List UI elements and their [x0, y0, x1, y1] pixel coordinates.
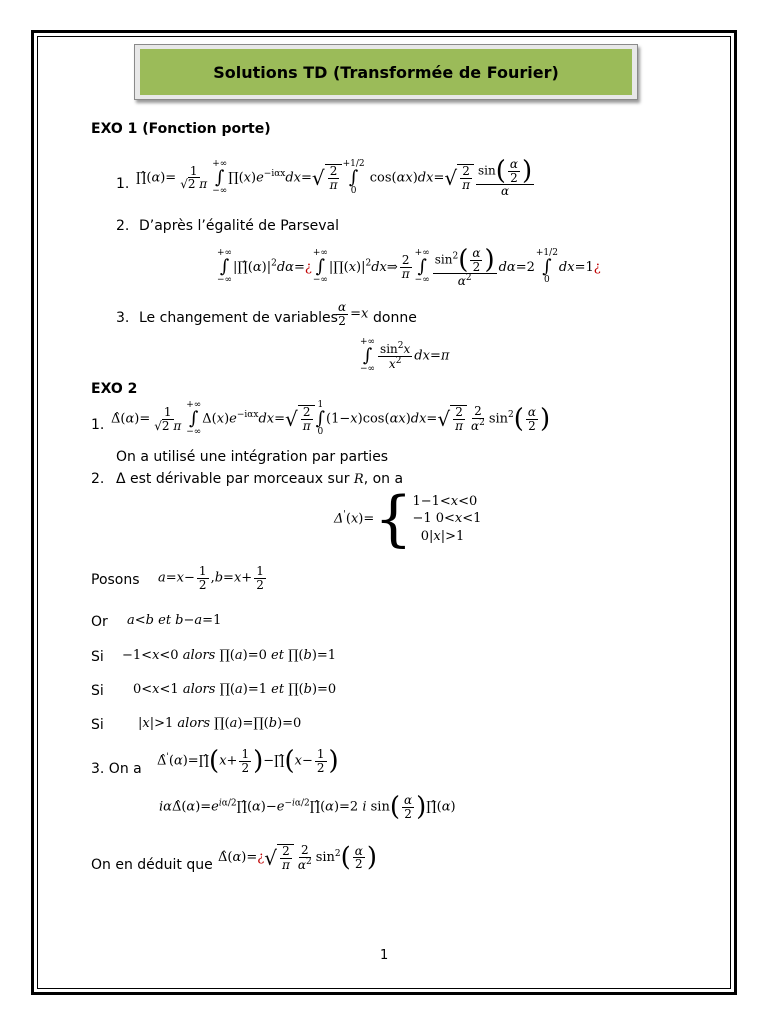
exo2-formula-3b: $i\alpha\Deltâ(\alpha)=e^{i\alpha/2}\prod̂(\alpha)-e^{-i\alpha/2}\prod̂(\alpha)=2$ i sin( $\frac{\alpha}{2}$ )∏̂(α) [159, 792, 456, 823]
exo2-heading: EXO 2 [91, 381, 138, 397]
exo1-change-variable: $\frac{\alpha}{2}$ =x [338, 300, 369, 328]
si-formula-2: 0<x<1 alors ∏(a)=1 et ∏(b)=0 [133, 682, 337, 697]
or-label: Or [91, 614, 108, 630]
si-formula-1: −1<x<0 alors ∏(a)=0 et ∏(b)=1 [122, 648, 337, 663]
exo1-heading: EXO 1 (Fonction porte) [91, 121, 271, 137]
exo1-item2-number: 2. [116, 218, 130, 234]
exo2-item1-number: 1. [91, 417, 105, 433]
exo2-formula-1: Δ̂(α)= $\frac{1}{√2 \pi}$ +∞ ∫ −∞ $\Delta(x)e^{-i\alpha x}dx=$ √ $\frac{2}{\pi}$ 1 ∫ 0 (1−x)cos(αx)dx= √ $\frac{2}{\pi}$ $\frac{2}{\alpha^2}$ $\sin^2$( $\frac{\alpha}{2}$ ) [111, 400, 551, 437]
si-label-3: Si [91, 717, 104, 733]
exo2-item2-number: 2. [91, 471, 105, 487]
exo2-item1-note: On a utilisé une intégration par parties [116, 449, 389, 465]
page-number: 1 [380, 948, 389, 963]
exo1-item2-text: D’après l’égalité de Parseval [139, 218, 340, 234]
posons-label: Posons [91, 572, 140, 588]
conclusion-label: On en déduit que [91, 857, 213, 873]
exo2-derivative-cases: Δ'(x)={ 1−1<x<0 −1 0<x<1 0|x|>1 [334, 484, 482, 554]
si-label-2: Si [91, 683, 104, 699]
exo1-item1-number: 1. [116, 176, 130, 192]
exo1-formula-1: ∏̂(α)= $\frac{1}{√2 \pi}$ +∞ ∫ −∞ $\prod(x)e^{-i\alpha x}dx=$ √ $\frac{2}{\pi}$ +1/2 ∫ 0 cos(αx)dx= √ $\frac{2}{\pi}$ sin( $\frac{\alpha}{2}$ ) α [136, 156, 533, 199]
exo1-item3-number: 3. [116, 310, 130, 326]
title-banner [134, 44, 638, 100]
exo2-formula-3a: Δ̂'(α)=∏̂(x+ $\frac{1}{2}$ )−∏̂(x− $\frac{1}{2}$ ) [157, 746, 339, 777]
exo1-formula-2: +∞ ∫ −∞ $|\prod̂(\alpha)|^2d\alpha=¿$ +∞ ∫ −∞ $|\prod(x)|^2dx\Rightarrow$ $\frac{2}{\pi}$ +∞ ∫ −∞ $\sin^2$( $\frac{\alpha}{2}$ ) $\alpha^2$ dα=2 +1/2 ∫ 0 dx=1¿ [217, 245, 601, 289]
exo1-formula-3: +∞ ∫ −∞ $\frac{\sin^2x}{x^2}$ dx=π [360, 337, 450, 374]
exo2-item2-text: Δ est dérivable par morceaux sur R, on a [116, 471, 404, 487]
exo1-item3-text-before: Le changement de variables [139, 310, 338, 326]
or-formula: a<b et b−a=1 [127, 613, 222, 628]
page-title: Solutions TD (Transformée de Fourier) [213, 62, 559, 82]
conclusion-formula: Δ̂(α)=¿ √ $\frac{2}{\pi}$ $\frac{2}{\alpha^2}$ $\sin^2$( $\frac{\alpha}{2}$ ) [218, 842, 378, 873]
exo1-item3-text-after: donne [373, 310, 417, 326]
exo2-item3-label: 3. On a [91, 761, 142, 777]
si-label-1: Si [91, 649, 104, 665]
si-formula-3: |x|>1 alors ∏(a)=∏(b)=0 [138, 716, 302, 731]
posons-formula: a=x− $\frac{1}{2}$ ,b=x+ $\frac{1}{2}$ [158, 564, 264, 592]
title-fill [140, 49, 632, 95]
